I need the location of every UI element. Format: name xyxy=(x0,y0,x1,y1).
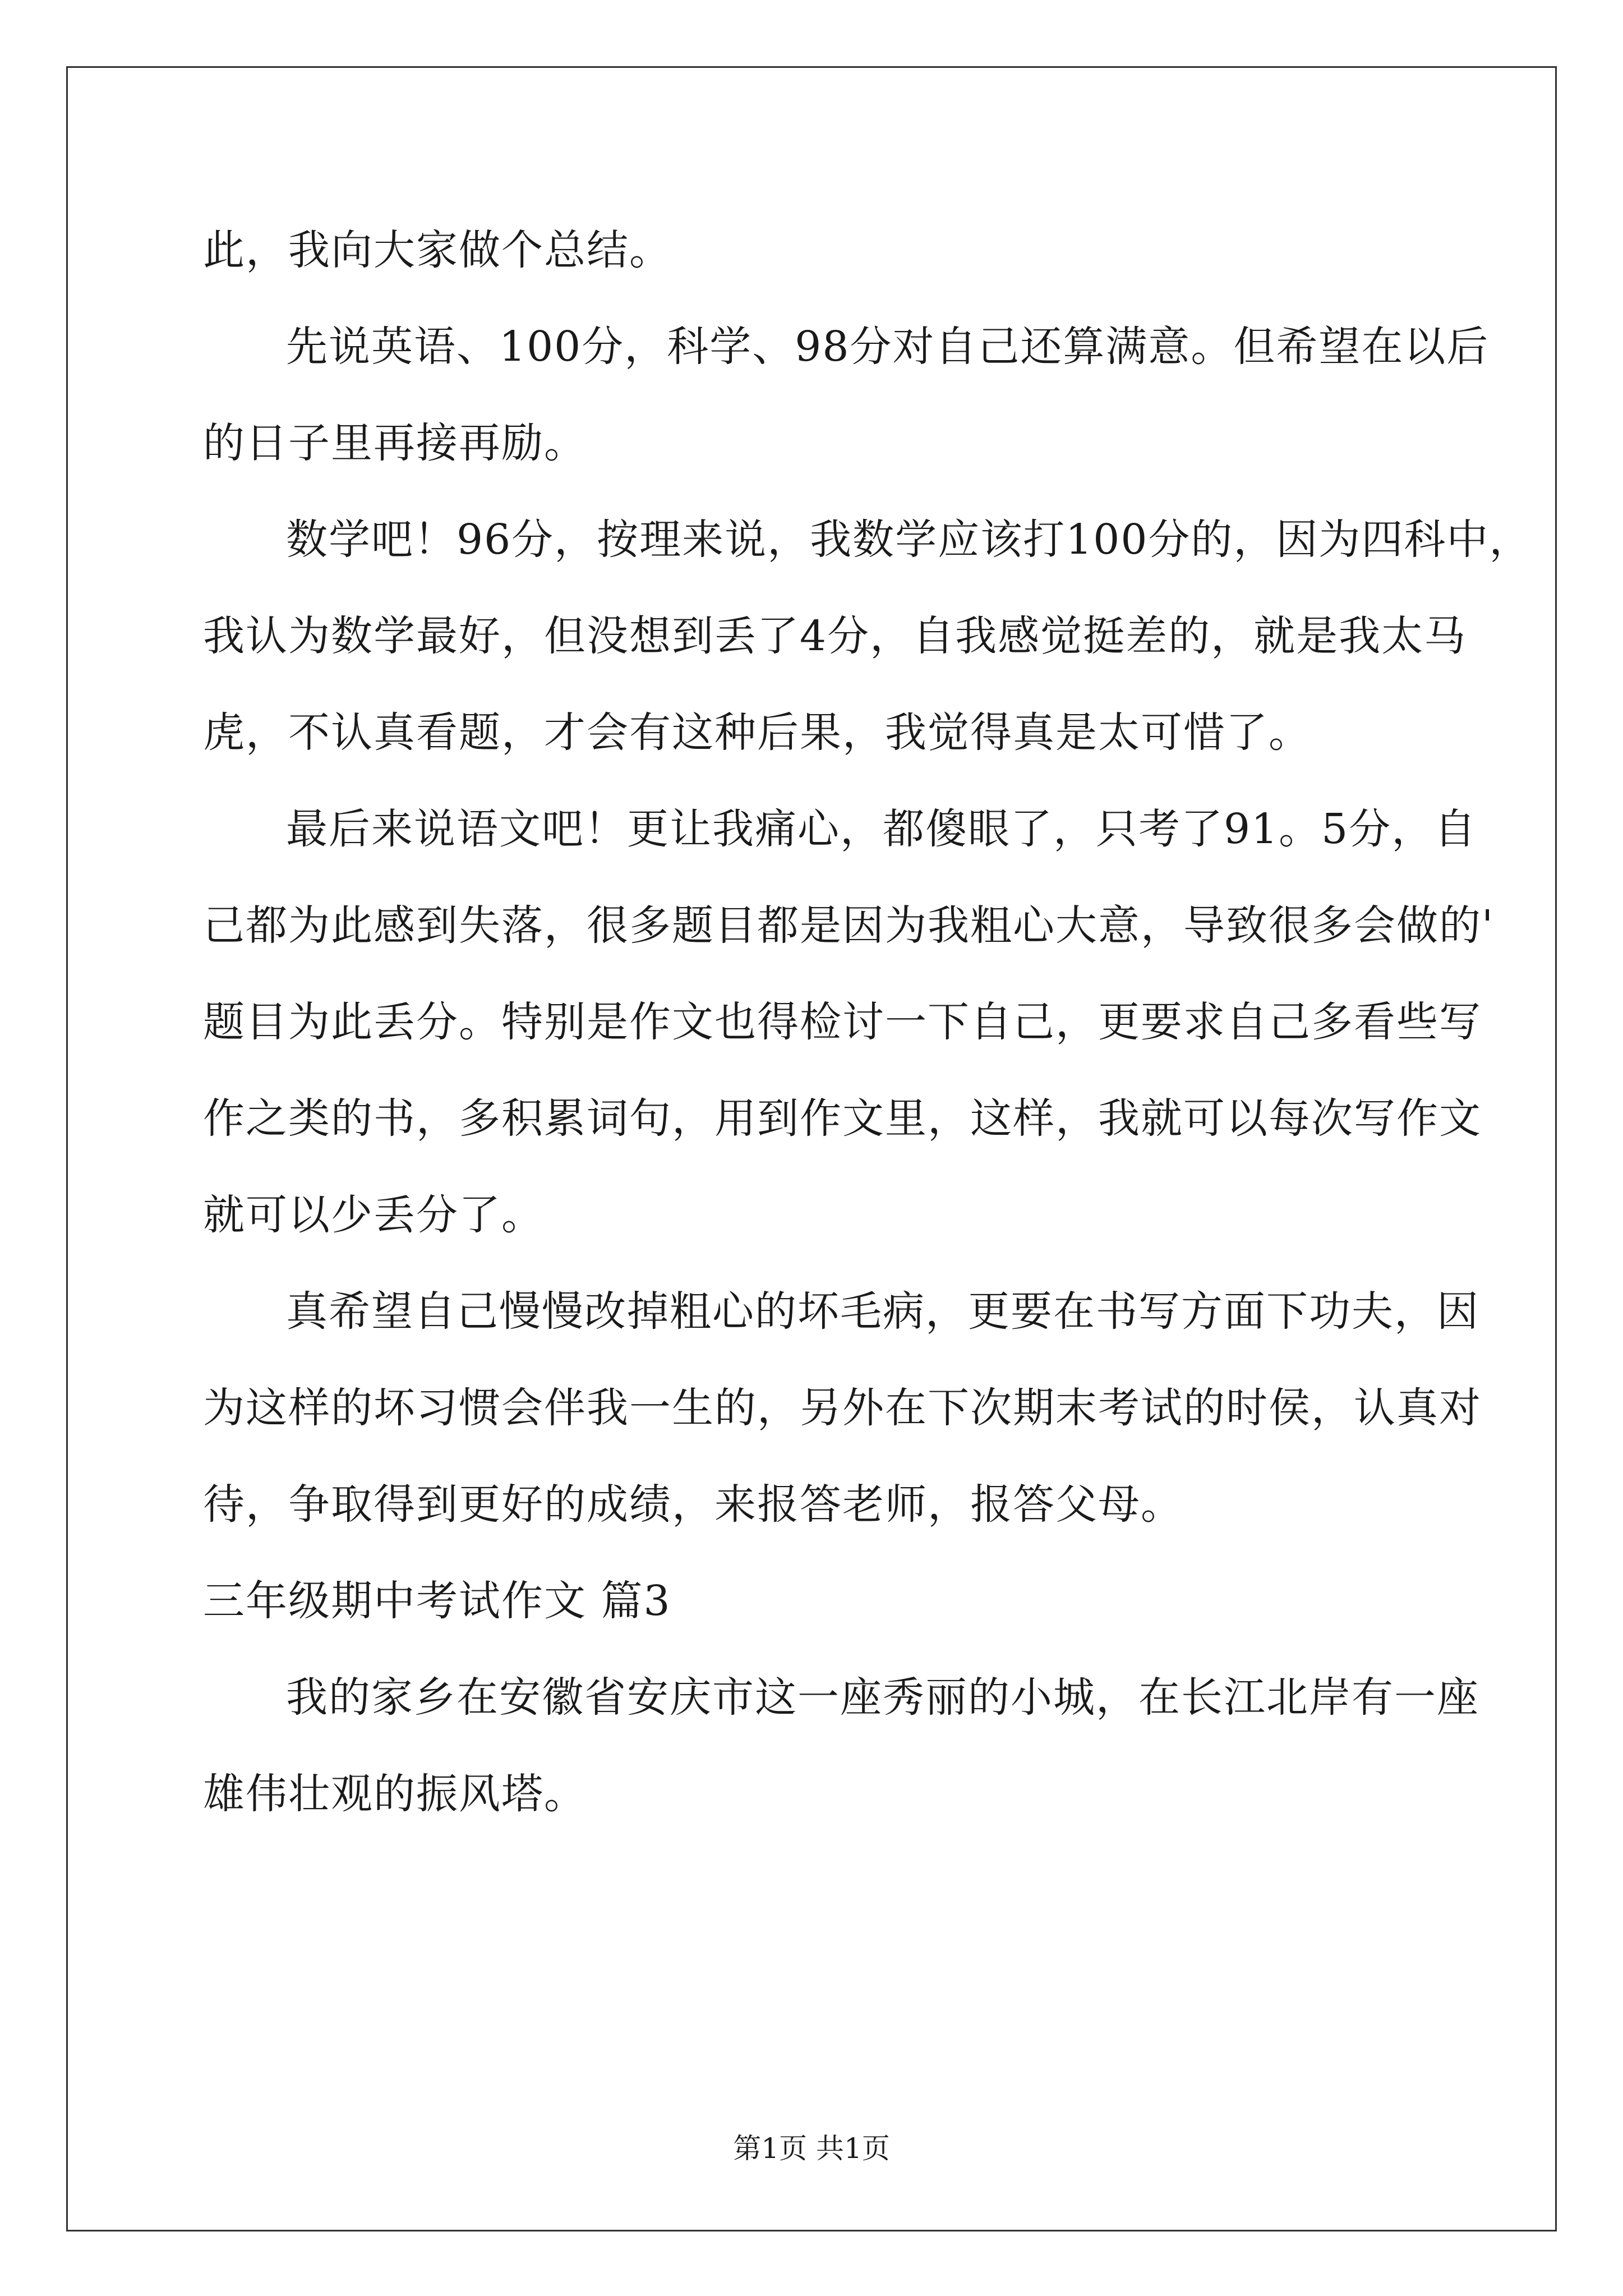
text-line: 数学吧！96分，按理来说，我数学应该打100分的，因为四科中， xyxy=(286,516,1532,564)
section-heading: 三年级期中考试作文 篇3 xyxy=(203,1577,671,1625)
text-line: 此，我向大家做个总结。 xyxy=(203,226,672,274)
text-line: 先说英语、100分，科学、98分对自己还算满意。但希望在以后 xyxy=(286,323,1490,371)
text-line: 为这样的坏习惯会伴我一生的，另外在下次期末考试的时侯，认真对 xyxy=(203,1384,1482,1432)
text-line: 就可以少丢分了。 xyxy=(203,1191,544,1239)
text-line: 的日子里再接再励。 xyxy=(203,419,587,467)
text-line: 待，争取得到更好的成绩，来报答老师，报答父母。 xyxy=(203,1480,1183,1529)
text-line: 最后来说语文吧！更让我痛心，都傻眼了，只考了91。5分，自 xyxy=(286,805,1477,853)
text-line: 作之类的书，多积累词句，用到作文里，这样，我就可以每次写作文 xyxy=(203,1094,1482,1143)
text-line: 我认为数学最好，但没想到丢了4分，自我感觉挺差的，就是我太马 xyxy=(203,612,1467,660)
text-line: 题目为此丢分。特别是作文也得检讨一下自己，更要求自己多看些写 xyxy=(203,998,1482,1046)
text-line: 我的家乡在安徽省安庆市这一座秀丽的小城，在长江北岸有一座 xyxy=(286,1673,1479,1722)
page-footer: 第1页 共1页 xyxy=(733,2132,890,2165)
text-line: 雄伟壮观的振风塔。 xyxy=(203,1770,587,1818)
text-line: 真希望自己慢慢改掉粗心的坏毛病，更要在书写方面下功夫，因 xyxy=(286,1287,1479,1336)
document-body xyxy=(203,202,1532,1842)
text-line: 虎，不认真看题，才会有这种后果，我觉得真是太可惜了。 xyxy=(203,708,1311,757)
text-line: 己都为此感到失落，很多题目都是因为我粗心大意，导致很多会做的' xyxy=(203,901,1495,950)
